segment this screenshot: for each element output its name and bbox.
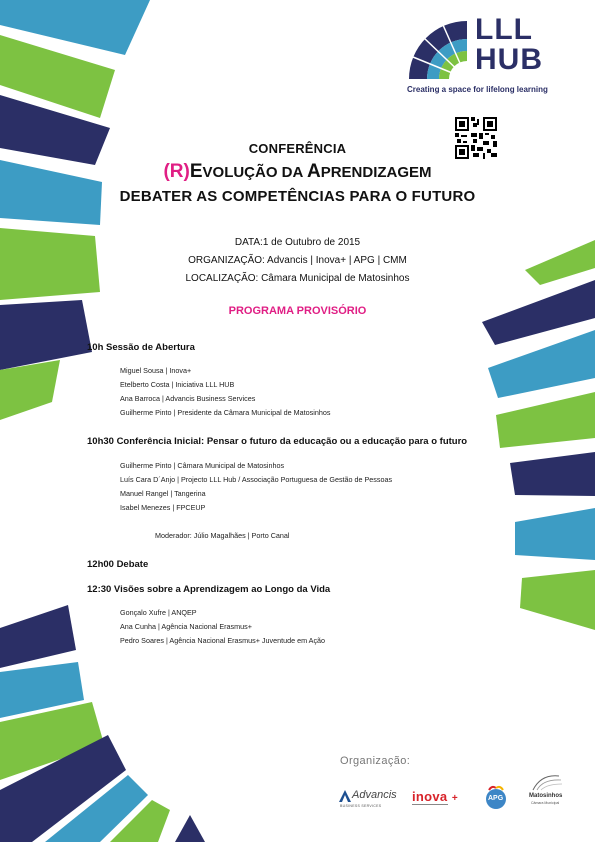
session-item: Guilherme Pinto | Presidente da Câmara Municipal de Matosinhos bbox=[120, 408, 331, 417]
main-title-part1: VOLUÇÃO DA bbox=[202, 164, 307, 181]
session-item: Manuel Rangel | Tangerina bbox=[120, 489, 206, 498]
advancis-logo bbox=[338, 788, 398, 810]
main-title-paren: (R) bbox=[163, 161, 190, 182]
apg-text: APG bbox=[488, 795, 504, 802]
session-moderator: Moderador: Júlio Magalhães | Porto Canal bbox=[155, 531, 290, 540]
session-item: Luís Cara D´Anjo | Projecto LLL Hub / Associação Portuguesa de Gestão de Pessoas bbox=[120, 475, 393, 484]
event-organization: ORGANIZAÇÃO: Advancis | Inova+ | APG | CMM bbox=[188, 255, 407, 266]
session-title: 10h30 Conferência Inicial: Pensar o futuro da educação ou a educação para o futuro bbox=[87, 436, 468, 447]
main-title bbox=[0, 161, 595, 183]
main-title-A: A bbox=[306, 161, 321, 182]
main-title-part2: PRENDIZAGEM bbox=[320, 164, 432, 181]
session-item: Pedro Soares | Agência Nacional Erasmus+ Juventude em Ação bbox=[120, 636, 326, 645]
logo-tagline: Creating a space for lifelong learning bbox=[407, 85, 548, 94]
matosinhos-name: Matosinhos bbox=[529, 793, 563, 799]
session-item: Isabel Menezes | FPCEUP bbox=[120, 503, 206, 512]
session-item: Miguel Sousa | Inova+ bbox=[120, 366, 192, 375]
top-left-fan bbox=[0, 0, 150, 420]
subtitle: DEBATER AS COMPETÊNCIAS PARA O FUTURO bbox=[119, 188, 476, 205]
event-location: LOCALIZAÇÃO: Câmara Municipal de Matosinhos bbox=[185, 273, 410, 284]
program-title: PROGRAMA PROVISÓRIO bbox=[228, 305, 367, 317]
session-item: Guilherme Pinto | Câmara Municipal de Matosinhos bbox=[120, 461, 285, 470]
advancis-a-icon bbox=[338, 789, 352, 803]
inova-name: inova bbox=[412, 789, 448, 804]
footer-org-label: Organização: bbox=[340, 755, 411, 767]
inova-logo bbox=[412, 788, 466, 808]
session-title: 12h00 Debate bbox=[87, 559, 149, 570]
logo-line2: HUB bbox=[475, 43, 543, 76]
matosinhos-sub: Câmara Municipal bbox=[531, 801, 560, 805]
advancis-sub: BUSINESS SERVICES bbox=[340, 804, 382, 808]
inova-plus-icon: + bbox=[451, 793, 458, 804]
session-title: 12:30 Visões sobre a Aprendizagem ao Longo da Vida bbox=[87, 584, 331, 595]
event-date: DATA:1 de Outubro de 2015 bbox=[234, 237, 361, 248]
matosinhos-wave-icon bbox=[529, 772, 565, 792]
main-title-E: E bbox=[189, 161, 203, 182]
session-item: Ana Barroca | Advancis Business Services bbox=[120, 394, 256, 403]
session-title: 10h Sessão de Abertura bbox=[87, 342, 195, 353]
session-item: Etelberto Costa | Iniciativa LLL HUB bbox=[120, 380, 235, 389]
right-fan bbox=[482, 240, 595, 630]
advancis-name: Advancis bbox=[352, 789, 397, 801]
lllhub-arc-icon bbox=[405, 17, 473, 85]
session-item: Ana Cunha | Agência Nacional Erasmus+ bbox=[120, 622, 252, 631]
conference-label: CONFERÊNCIA bbox=[248, 141, 347, 156]
matosinhos-logo bbox=[527, 772, 567, 812]
inova-underline bbox=[412, 804, 448, 805]
lllhub-logo bbox=[405, 15, 555, 97]
apg-logo bbox=[483, 784, 509, 810]
session-item: Gonçalo Xufre | ANQEP bbox=[120, 608, 197, 617]
logo-line1: LLL bbox=[475, 13, 533, 46]
